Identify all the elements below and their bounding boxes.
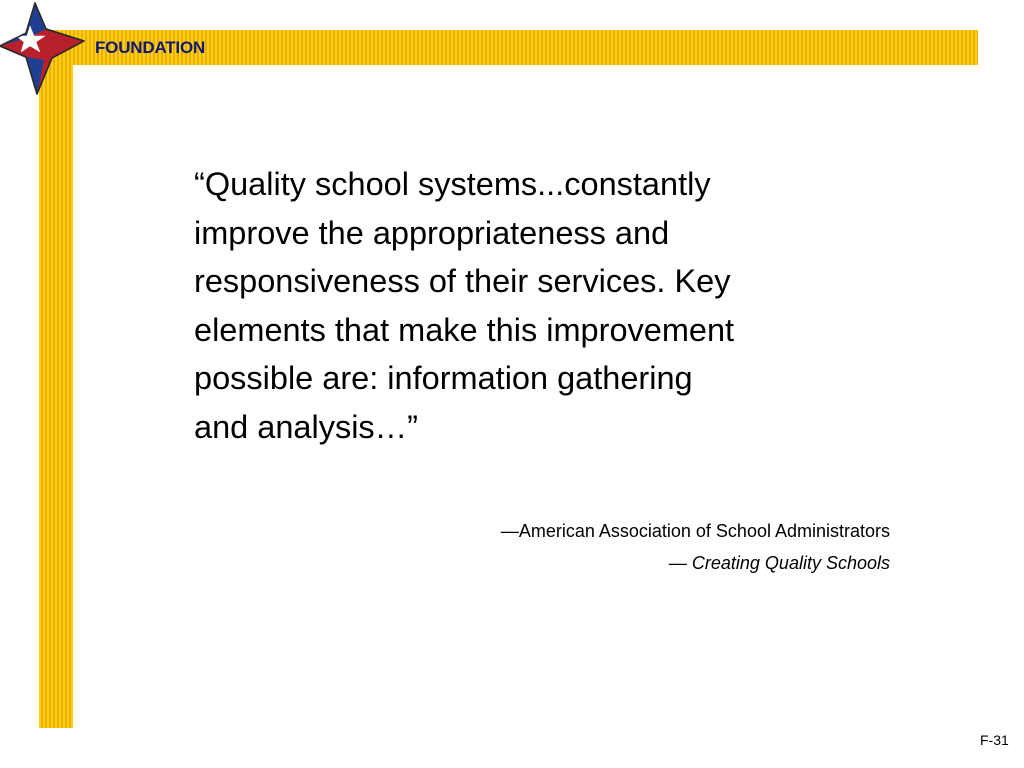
header-title: FOUNDATION bbox=[95, 38, 206, 57]
attribution-source-prefix: — bbox=[668, 553, 692, 573]
page-number: F-31 bbox=[980, 732, 1009, 748]
quote-text: “Quality school systems...constantly improve the appropriateness and responsiveness of their services. Key elements that make this improvement possible are: information gathering and analysis…” bbox=[194, 166, 735, 445]
left-gold-bar bbox=[39, 30, 73, 728]
attribution-author: —American Association of School Administrators bbox=[500, 521, 890, 541]
texas-star-icon bbox=[0, 0, 96, 96]
attribution bbox=[501, 515, 890, 579]
attribution-source bbox=[501, 547, 890, 579]
attribution-source-title: Creating Quality Schools bbox=[691, 553, 890, 573]
